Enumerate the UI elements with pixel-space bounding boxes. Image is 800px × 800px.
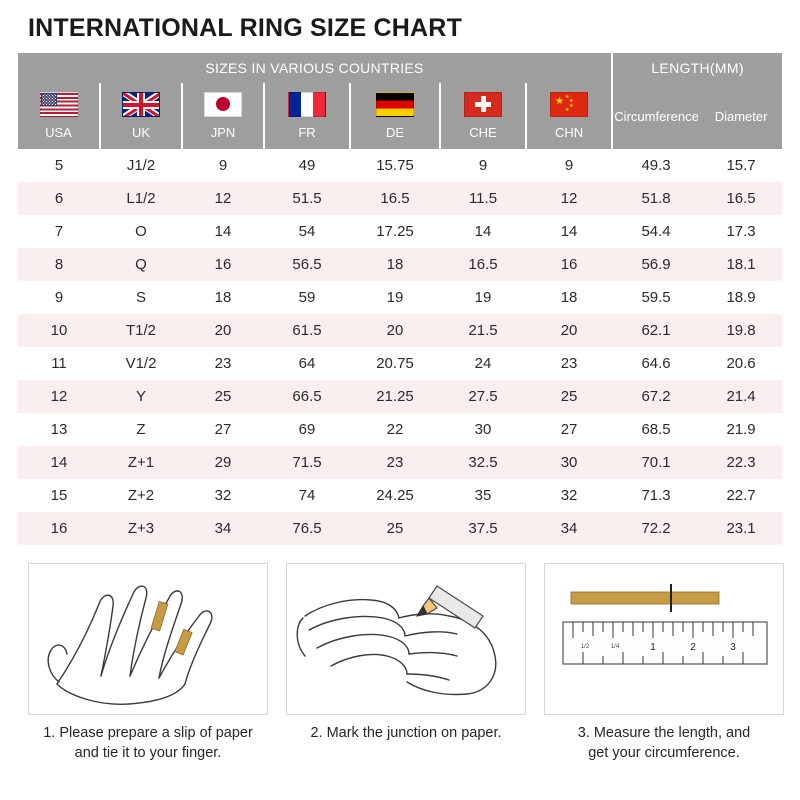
germany-flag-icon: [376, 92, 414, 117]
cell-uk: Y: [100, 380, 182, 413]
flag-row: [18, 83, 782, 125]
cell-uk: O: [100, 215, 182, 248]
cell-de: 17.25: [350, 215, 440, 248]
cell-usa: 12: [18, 380, 100, 413]
cell-chn: 23: [526, 347, 612, 380]
cell-uk: T1/2: [100, 314, 182, 347]
group-header-row: [18, 53, 782, 83]
cell-chn: 30: [526, 446, 612, 479]
japan-flag-icon: [204, 92, 242, 117]
cell-che: 14: [440, 215, 526, 248]
cell-circumference: 54.4: [612, 215, 700, 248]
svg-text:3: 3: [730, 642, 736, 653]
cell-chn: 16: [526, 248, 612, 281]
uk-flag-icon: [122, 92, 160, 117]
usa-flag-icon: [40, 92, 78, 117]
flag-cell-jpn: [182, 83, 264, 125]
flag-cell-usa: [18, 83, 100, 125]
flag-cell-uk: [100, 83, 182, 125]
table-row: [18, 314, 782, 347]
cell-usa: 10: [18, 314, 100, 347]
country-code-chn: CHN: [526, 125, 612, 149]
cell-chn: 20: [526, 314, 612, 347]
cell-uk: Z: [100, 413, 182, 446]
cell-fr: 61.5: [264, 314, 350, 347]
cell-che: 27.5: [440, 380, 526, 413]
cell-usa: 9: [18, 281, 100, 314]
cell-de: 19: [350, 281, 440, 314]
table-row: [18, 347, 782, 380]
table-row: [18, 281, 782, 314]
cell-uk: S: [100, 281, 182, 314]
switzerland-flag-icon: [464, 92, 502, 117]
table-header: [18, 53, 782, 149]
cell-jpn: 29: [182, 446, 264, 479]
cell-fr: 69: [264, 413, 350, 446]
cell-che: 16.5: [440, 248, 526, 281]
cell-chn: 25: [526, 380, 612, 413]
ring-size-table: [18, 53, 782, 545]
cell-usa: 6: [18, 182, 100, 215]
table-body: [18, 149, 782, 545]
cell-fr: 76.5: [264, 512, 350, 545]
cell-fr: 59: [264, 281, 350, 314]
cell-circumference: 59.5: [612, 281, 700, 314]
cell-circumference: 51.8: [612, 182, 700, 215]
cell-jpn: 16: [182, 248, 264, 281]
svg-text:1: 1: [650, 642, 656, 653]
hand-with-paper-strip-illustration: [28, 563, 268, 715]
cell-jpn: 20: [182, 314, 264, 347]
step-2-caption: [281, 723, 531, 743]
cell-chn: 9: [526, 149, 612, 182]
step-1-caption: [23, 723, 273, 764]
cell-circumference: 64.6: [612, 347, 700, 380]
cell-uk: Z+2: [100, 479, 182, 512]
table-row: [18, 413, 782, 446]
cell-che: 24: [440, 347, 526, 380]
cell-jpn: 9: [182, 149, 264, 182]
cell-chn: 14: [526, 215, 612, 248]
step-3-line1: 3. Measure the length, and: [577, 725, 751, 741]
cell-che: 9: [440, 149, 526, 182]
table-row: [18, 248, 782, 281]
cell-de: 24.25: [350, 479, 440, 512]
cell-usa: 13: [18, 413, 100, 446]
cell-usa: 5: [18, 149, 100, 182]
cell-diameter: 21.4: [700, 380, 782, 413]
cell-fr: 49: [264, 149, 350, 182]
cell-diameter: 18.9: [700, 281, 782, 314]
table-row: [18, 512, 782, 545]
cell-de: 23: [350, 446, 440, 479]
china-flag-icon: ★ ★ ★ ★ ★: [550, 92, 588, 117]
cell-de: 20: [350, 314, 440, 347]
cell-diameter: 20.6: [700, 347, 782, 380]
cell-diameter: 22.3: [700, 446, 782, 479]
cell-jpn: 18: [182, 281, 264, 314]
step-1-line1: 1. Please prepare a slip of paper: [43, 725, 253, 741]
cell-che: 35: [440, 479, 526, 512]
flag-cell-chn: [526, 83, 612, 125]
svg-text:2: 2: [690, 642, 696, 653]
cell-diameter: 17.3: [700, 215, 782, 248]
cell-fr: 74: [264, 479, 350, 512]
cell-de: 25: [350, 512, 440, 545]
cell-diameter: 19.8: [700, 314, 782, 347]
step-1: [28, 563, 268, 764]
cell-circumference: 49.3: [612, 149, 700, 182]
cell-uk: V1/2: [100, 347, 182, 380]
cell-usa: 7: [18, 215, 100, 248]
country-code-che: CHE: [440, 125, 526, 149]
country-code-fr: FR: [264, 125, 350, 149]
cell-diameter: 16.5: [700, 182, 782, 215]
cell-fr: 54: [264, 215, 350, 248]
cell-de: 18: [350, 248, 440, 281]
cell-usa: 11: [18, 347, 100, 380]
cell-diameter: 22.7: [700, 479, 782, 512]
cell-chn: 34: [526, 512, 612, 545]
flag-cell-de: [350, 83, 440, 125]
country-code-jpn: JPN: [182, 125, 264, 149]
step-3-caption: [539, 723, 789, 764]
cell-diameter: 23.1: [700, 512, 782, 545]
cell-usa: 14: [18, 446, 100, 479]
country-code-de: DE: [350, 125, 440, 149]
step-1-line2: and tie it to your finger.: [74, 745, 222, 762]
cell-usa: 16: [18, 512, 100, 545]
country-code-usa: USA: [18, 125, 100, 149]
table-row: [18, 215, 782, 248]
cell-che: 11.5: [440, 182, 526, 215]
cell-circumference: 62.1: [612, 314, 700, 347]
cell-circumference: 71.3: [612, 479, 700, 512]
table-row: [18, 149, 782, 182]
cell-uk: L1/2: [100, 182, 182, 215]
cell-circumference: 72.2: [612, 512, 700, 545]
cell-chn: 18: [526, 281, 612, 314]
cell-circumference: 56.9: [612, 248, 700, 281]
table-row: [18, 479, 782, 512]
instruction-steps: [0, 563, 800, 764]
cell-de: 20.75: [350, 347, 440, 380]
group-header-countries: SIZES IN VARIOUS COUNTRIES: [18, 53, 612, 83]
cell-uk: Z+3: [100, 512, 182, 545]
svg-text:1/4: 1/4: [610, 644, 620, 650]
cell-diameter: 18.1: [700, 248, 782, 281]
length-header-diameter: Diameter: [700, 83, 782, 149]
country-code-uk: UK: [100, 125, 182, 149]
cell-uk: Z+1: [100, 446, 182, 479]
table-row: [18, 380, 782, 413]
cell-de: 15.75: [350, 149, 440, 182]
cell-circumference: 70.1: [612, 446, 700, 479]
cell-diameter: 15.7: [700, 149, 782, 182]
cell-de: 21.25: [350, 380, 440, 413]
hand-marking-paper-with-pen-illustration: [286, 563, 526, 715]
cell-chn: 32: [526, 479, 612, 512]
page-title: INTERNATIONAL RING SIZE CHART: [28, 14, 463, 42]
step-2: [286, 563, 526, 764]
cell-usa: 15: [18, 479, 100, 512]
step-3: [544, 563, 784, 764]
step-2-line1: 2. Mark the junction on paper.: [310, 725, 502, 741]
flag-cell-che: [440, 83, 526, 125]
cell-fr: 64: [264, 347, 350, 380]
cell-usa: 8: [18, 248, 100, 281]
cell-jpn: 32: [182, 479, 264, 512]
flag-cell-fr: [264, 83, 350, 125]
france-flag-icon: [288, 92, 326, 117]
cell-fr: 51.5: [264, 182, 350, 215]
cell-fr: 56.5: [264, 248, 350, 281]
cell-uk: Q: [100, 248, 182, 281]
cell-jpn: 25: [182, 380, 264, 413]
cell-fr: 71.5: [264, 446, 350, 479]
cell-uk: J1/2: [100, 149, 182, 182]
group-header-length: LENGTH(MM): [612, 53, 782, 83]
cell-jpn: 27: [182, 413, 264, 446]
cell-che: 37.5: [440, 512, 526, 545]
cell-de: 22: [350, 413, 440, 446]
ruler-measuring-paper-strip-illustration: [544, 563, 784, 715]
cell-circumference: 67.2: [612, 380, 700, 413]
cell-che: 21.5: [440, 314, 526, 347]
table-row: [18, 446, 782, 479]
cell-che: 30: [440, 413, 526, 446]
cell-diameter: 21.9: [700, 413, 782, 446]
cell-che: 32.5: [440, 446, 526, 479]
cell-de: 16.5: [350, 182, 440, 215]
cell-jpn: 23: [182, 347, 264, 380]
cell-jpn: 34: [182, 512, 264, 545]
step-3-line2: get your circumference.: [588, 745, 740, 762]
cell-jpn: 12: [182, 182, 264, 215]
cell-circumference: 68.5: [612, 413, 700, 446]
cell-chn: 12: [526, 182, 612, 215]
table-row: [18, 182, 782, 215]
cell-jpn: 14: [182, 215, 264, 248]
cell-chn: 27: [526, 413, 612, 446]
length-header-circumference: Circumference: [612, 83, 700, 149]
cell-che: 19: [440, 281, 526, 314]
svg-text:1/2: 1/2: [580, 644, 590, 650]
cell-fr: 66.5: [264, 380, 350, 413]
